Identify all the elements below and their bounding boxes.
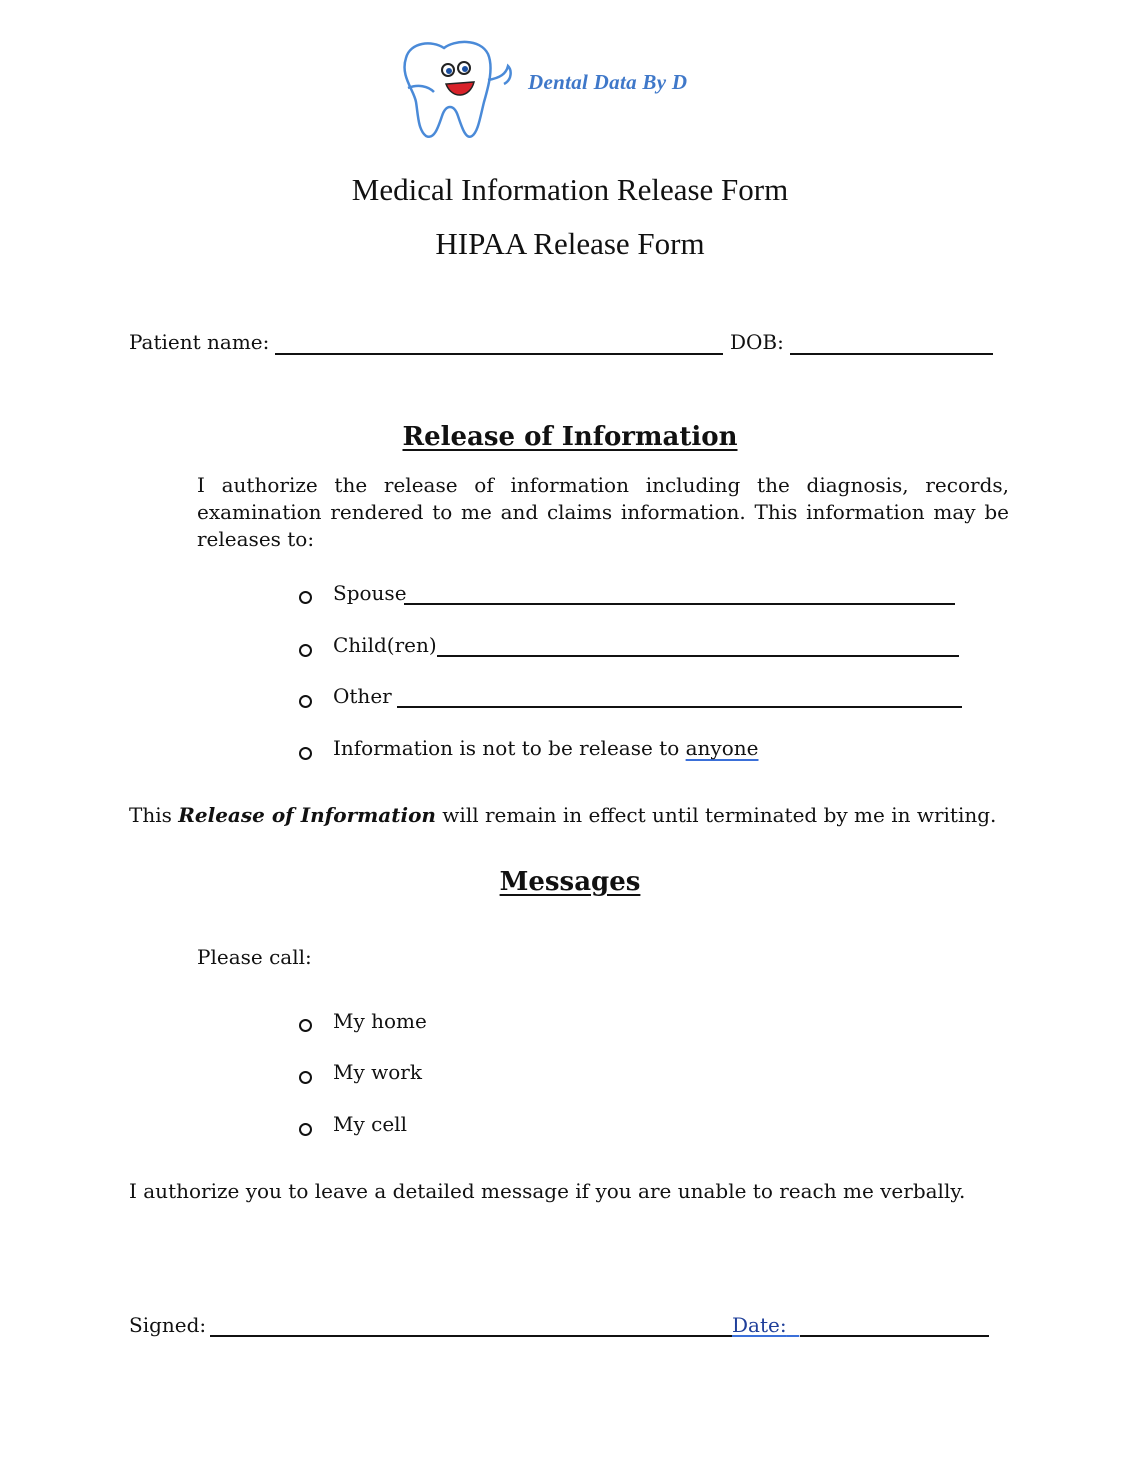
patient-name-field[interactable]: [275, 353, 723, 355]
anyone-link[interactable]: anyone: [685, 736, 759, 760]
work-label: My work: [333, 1060, 422, 1084]
no-release-label: Information is not to be release to anyone: [333, 736, 759, 760]
cell-radio[interactable]: [299, 1123, 312, 1136]
release-paragraph: I authorize the release of information including the diagnosis, records, examination rendered to me and claims information. This information may be releases to:: [197, 473, 1009, 551]
children-field[interactable]: [437, 655, 959, 657]
spouse-label: Spouse: [333, 581, 407, 605]
cell-label: My cell: [333, 1112, 407, 1136]
date-field[interactable]: [800, 1335, 989, 1337]
other-label: Other: [333, 684, 392, 708]
dob-field[interactable]: [790, 353, 993, 355]
message-authorization-text: I authorize you to leave a detailed message if you are unable to reach me verbally.: [129, 1179, 966, 1203]
no-release-radio[interactable]: [299, 747, 312, 760]
form-subtitle: HIPAA Release Form: [435, 226, 705, 261]
other-field[interactable]: [397, 706, 962, 708]
please-call-label: Please call:: [197, 945, 312, 969]
home-radio[interactable]: [299, 1019, 312, 1032]
children-radio[interactable]: [299, 644, 312, 657]
patient-name-label: Patient name:: [129, 330, 270, 354]
spouse-radio[interactable]: [299, 591, 312, 604]
release-effect-text: This Release of Information will remain in effect until terminated by me in writing.: [129, 803, 997, 827]
logo-text: Dental Data By D: [528, 70, 688, 94]
other-radio[interactable]: [299, 695, 312, 708]
date-label: Date:: [732, 1313, 787, 1337]
home-label: My home: [333, 1009, 427, 1033]
dob-label: DOB:: [730, 330, 784, 354]
spouse-field[interactable]: [404, 603, 955, 605]
children-label: Child(ren): [333, 633, 437, 657]
release-heading: Release of Information: [402, 422, 738, 452]
form-title: Medical Information Release Form: [351, 172, 789, 207]
signature-field[interactable]: [210, 1335, 732, 1337]
work-radio[interactable]: [299, 1071, 312, 1084]
messages-heading: Messages: [499, 867, 641, 897]
signed-label: Signed:: [129, 1313, 207, 1337]
